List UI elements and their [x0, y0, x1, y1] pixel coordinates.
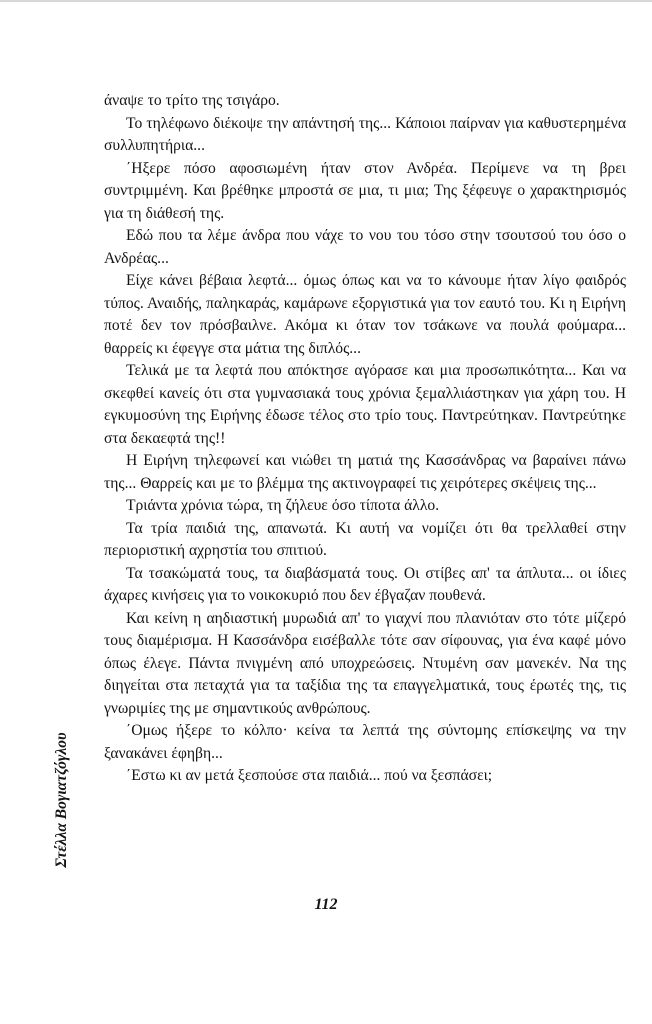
paragraph: ΄Ηξερε πόσο αφοσιωμένη ήταν στον Ανδρέα. Περίμενε να τη βρει συντριμμένη. Και βρέθηκε μπροστά σε μια, τι μια; Της ξέφευγε ο χαρακτηρισμός για τη διάθεσή της.: [104, 159, 626, 222]
scan-edge-divider: [0, 0, 652, 2]
paragraph: Και κείνη η αηδιαστική μυρωδιά απ' το γιαχνί που πλανιόταν στο τότε μίζερό τους διαμέρισμα. Η Κασσάνδρα εισέβαλλε τότε σαν σίφουνας, για ένα καφέ μόνο όπως έλεγε. Πάντα πνιγμένη από υποχρεώσεις. Ντυμένη σαν μανεκέν. Να της διηγείται στα πεταχτά για τα ταξίδια της τα επαγγελματικά, τους έρωτές της, τις γνωριμίες της με σημαντικούς ανθρώπους.: [104, 609, 626, 717]
paragraph: Είχε κάνει βέβαια λεφτά... όμως όπως και να το κάνουμε ήταν λίγο φαιδρός τύπος. Αναιδής, παληκαράς, καμάρωνε εξοργιστικά για τον εαυτό του. Κι η Ειρήνη ποτέ δεν τον πρόσβαιλνε. Ακόμα κι όταν τον τσάκωνε να πουλά φούμαρα... θαρρείς κι έφεγγε στα μάτια της διπλός...: [104, 272, 626, 357]
paragraph: Τελικά με τα λεφτά που απόκτησε αγόρασε και μια προσωπικότητα... Και να σκεφθεί κανείς ότι στα γυμνασιακά τους χρόνια ξεμαλλιάστηκαν για χάρη του. Η εγκυμοσύνη της Ειρήνης έδωσε τέλος στο τρίο τους. Παντρεύτηκαν. Παντρεύτηκε στα δεκαεφτά της!!: [104, 362, 626, 447]
body-text: [104, 90, 626, 788]
paragraph: Τριάντα χρόνια τώρα, τη ζήλευε όσο τίποτα άλλο.: [126, 497, 440, 514]
paragraph: Τα τσακώματά τους, τα διαβάσματά τους. Οι στίβες απ' τα άπλυτα... οι ίδιες άχαρες κινήσεις για το νοικοκυριό που δεν έβγαζαν πουθενά.: [104, 564, 626, 604]
paragraph: άναψε το τρίτο της τσιγάρο.: [104, 92, 280, 109]
paragraph: ΄Ομως ήξερε το κόλπο· κείνα τα λεπτά της σύντομης επίσκεψης να την ξανακάνει έφηβη...: [104, 722, 626, 762]
paragraph: Τα τρία παιδιά της, απανωτά. Κι αυτή να νομίζει ότι θα τρελλαθεί στην περιοριστική αχρηστία του σπιτιού.: [104, 519, 626, 559]
author-running-head: Στέλλα Βογιατζόγλου: [53, 732, 70, 868]
paragraph: Το τηλέφωνο διέκοψε την απάντησή της... Κάποιοι παίρναν για καθυστερημένα συλλυπητήρια...: [104, 114, 626, 154]
paragraph: Η Ειρήνη τηλεφωνεί και νιώθει τη ματιά της Κασσάνδρας να βαραίνει πάνω της... Θαρρείς και με το βλέμμα της ακτινογραφεί τις χειρότερες σκέψεις της...: [104, 452, 626, 492]
paragraph: Εδώ που τα λέμε άνδρα που νάχε το νου του τόσο στην τσουτσού του όσο ο Ανδρέας...: [104, 227, 626, 267]
paragraph: ΄Εστω κι αν μετά ξεσπούσε στα παιδιά... πού να ξεσπάσει;: [126, 767, 493, 784]
page-number: 112: [314, 896, 338, 913]
